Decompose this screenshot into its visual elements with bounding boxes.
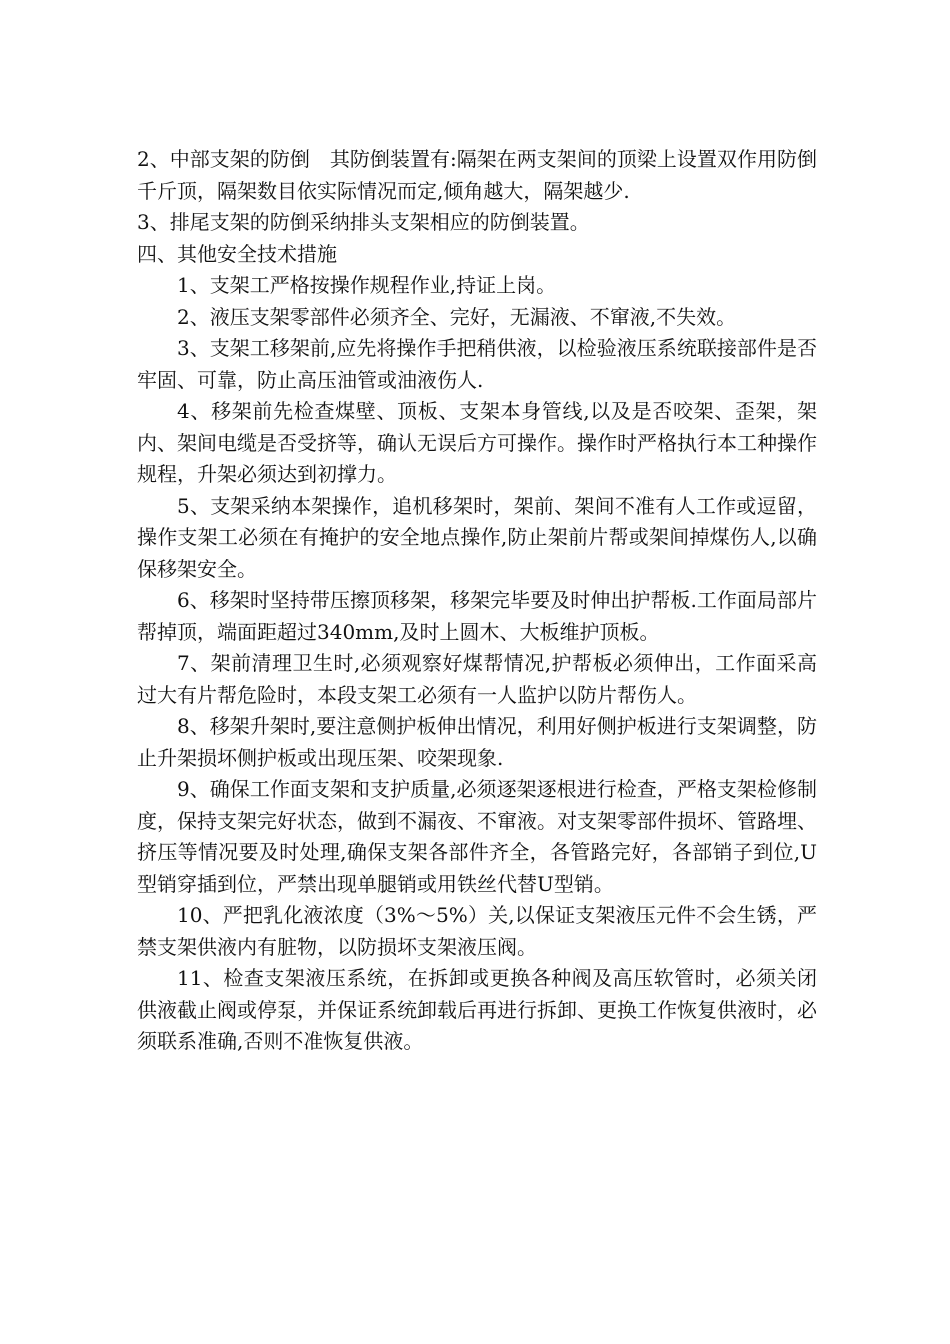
list-item-2: 2、液压支架零部件必须齐全、完好，无漏液、不窜液,不失效。 bbox=[177, 304, 737, 329]
paragraph-tail-support-anti-fall: 3、排尾支架的防倒采纳排头支架相应的防倒装置。 bbox=[137, 210, 590, 234]
paragraph-central-support-anti-fall: 2、中部支架的防倒 其防倒装置有:隔架在两支架间的顶梁上设置双作用防倒千斤顶，隔架数目依实际情况而定,倾角越大，隔架越少. bbox=[137, 147, 817, 203]
list-item-7: 7、架前清理卫生时,必须观察好煤帮情况,护帮板必须伸出，工作面采高过大有片帮危险时，本段支架工必须有一人监护以防片帮伤人。 bbox=[137, 651, 817, 707]
list-item-4: 4、移架前先检查煤壁、顶板、支架本身管线,以及是否咬架、歪架，架内、架间电缆是否受挤等，确认无误后方可操作。操作时严格执行本工种操作规程，升架必须达到初撑力。 bbox=[137, 399, 817, 486]
list-item-11: 11、检查支架液压系统，在拆卸或更换各种阀及高压软管时，必须关闭供液截止阀或停泵，并保证系统卸载后再进行拆卸、更换工作恢复供液时，必须联系准确,否则不准恢复供液。 bbox=[137, 966, 817, 1053]
document-body bbox=[137, 144, 817, 1058]
list-item-6: 6、移架时坚持带压擦顶移架，移架完毕要及时伸出护帮板.工作面局部片帮掉顶，端面距超过340mm,及时上圆木、大板维护顶板。 bbox=[137, 588, 817, 644]
list-item-9: 9、确保工作面支架和支护质量,必须逐架逐根进行检查，严格支架检修制度，保持支架完好状态，做到不漏夜、不窜液。对支架零部件损坏、管路埋、挤压等情况要及时处理,确保支架各部件齐全，各管路完好，各部销子到位,U型销穿插到位，严禁出现单腿销或用铁丝代替U型销。 bbox=[137, 777, 817, 896]
list-item-10: 10、严把乳化液浓度（3%～5%）关,以保证支架液压元件不会生锈，严禁支架供液内有脏物，以防损坏支架液压阀。 bbox=[137, 903, 817, 959]
list-item-5: 5、支架采纳本架操作，追机移架时，架前、架间不准有人工作或逗留，操作支架工必须在有掩护的安全地点操作,防止架前片帮或架间掉煤伤人,以确保移架安全。 bbox=[137, 493, 817, 581]
section-heading-other-safety-measures: 四、其他安全技术措施 bbox=[137, 241, 337, 266]
list-item-3: 3、支架工移架前,应先将操作手把稍供液，以检验液压系统联接部件是否牢固、可靠，防止高压油管或油液伤人. bbox=[137, 336, 817, 392]
list-item-8: 8、移架升架时,要注意侧护板伸出情况，利用好侧护板进行支架调整，防止升架损坏侧护板或出现压架、咬架现象. bbox=[137, 714, 817, 770]
list-item-1: 1、支架工严格按操作规程作业,持证上岗。 bbox=[177, 273, 557, 297]
